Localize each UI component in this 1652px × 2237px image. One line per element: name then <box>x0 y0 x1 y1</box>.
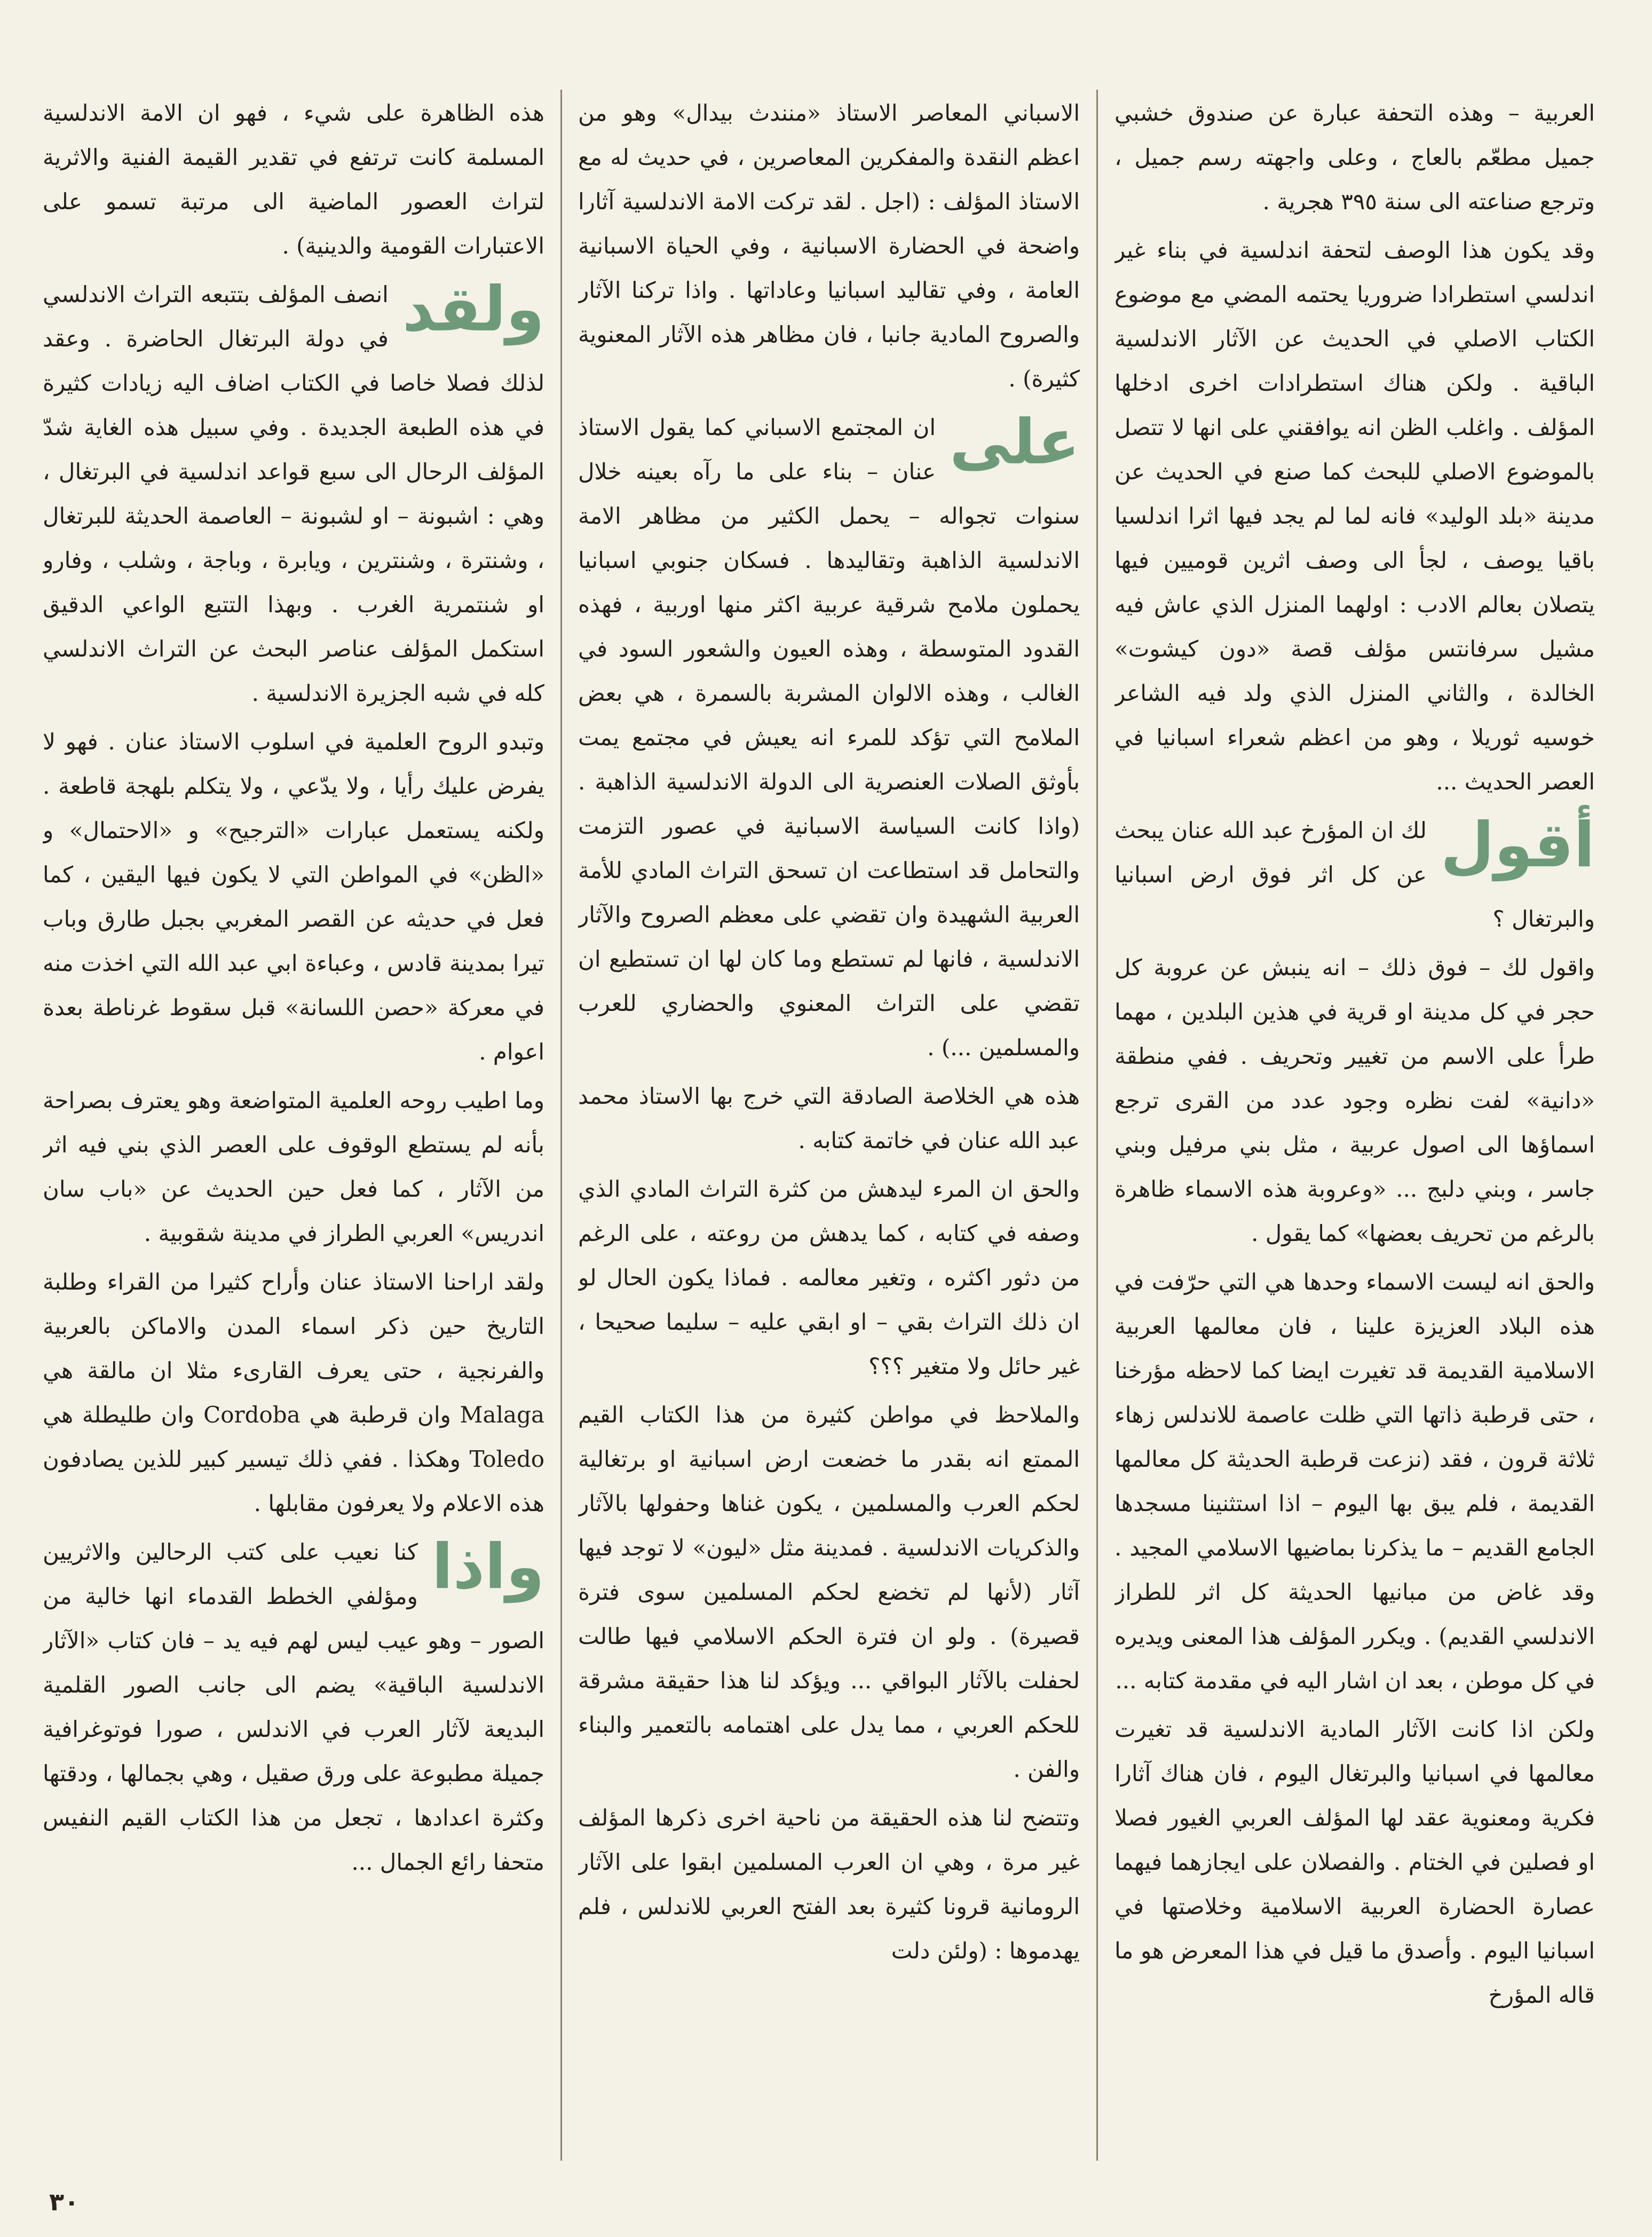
paragraph: وتتضح لنا هذه الحقيقة من ناحية اخرى ذكرها المؤلف غير مرة ، وهي ان العرب المسلمين ابقوا على الآثار الرومانية قرونا كثيرة بعد الفتح العربي للاندلس ، فلم يهدموها : (ولئن دلت <box>578 1805 1080 1964</box>
paragraph-text: انصف المؤلف بتتبعه التراث الاندلسي في دولة البرتغال الحاضرة . وعقد لذلك فصلا خاصا في الكتاب اضاف اليه زيادات كثيرة في هذه الطبعة الجديدة . وفي سبيل هذه الغاية شدّ المؤلف الرحال الى سبع قواعد اندلسية في البرتغال ، وهي : اشبونة – او لشبونة – العاصمة الحديثة للبرتغال ، وشنترة ، وشنترين ، ويابرة ، وباجة ، وشلب ، وفارو او شنتمرية الغرب . وبهذا التتبع الواعي الدقيق استكمل المؤلف عناصر البحث عن التراث الاندلسي كله في شبه الجزيرة الاندلسية . <box>43 281 544 706</box>
decorative-initial: ولقد <box>402 273 544 345</box>
paragraph: هذه هي الخلاصة الصادقة التي خرج بها الاستاذ محمد عبد الله عنان في خاتمة كتابه . <box>578 1083 1080 1153</box>
paragraph: وما اطيب روحه العلمية المتواضعة وهو يعترف بصراحة بأنه لم يستطع الوقوف على العصر الذي بني فيه اثر من الآثار ، كما فعل حين الحديث عن «باب سان اندريس» العربي الطراز في مدينة شقوبية . <box>43 1087 544 1246</box>
paragraph: ولقد اراحنا الاستاذ عنان وأراح كثيرا من القراء وطلبة التاريخ حين ذكر اسماء المدن والاماكن بالعربية والفرنجية ، حتى يعرف القارىء مثلا ان مالقة هي Malaga وان قرطبة هي Cordoba وان طليطلة هي Toledo وهكذا . ففي ذلك تيسير كبير للذين يصادفون هذه الاعلام ولا يعرفون مقابلها . <box>43 1269 544 1516</box>
column-divider <box>560 90 562 2161</box>
paragraph: والحق انه ليست الاسماء وحدها هي التي حرّفت في هذه البلاد العزيزة علينا ، فان معالمها العربية الاسلامية القديمة قد تغيرت ايضا كما لاحظه مؤرخنا ، حتى قرطبة ذاتها التي ظلت عاصمة للاندلس زهاء ثلاثة قرون ، فقد (نزعت قرطبة الحديثة كل معالمها القديمة ، فلم يبق بها اليوم – اذا استثنينا مسجدها الجامع القديم – ما يذكرنا بماضيها الاسلامي المجيد . وقد غاض من مبانيها الحديثة كل اثر للطراز الاندلسي القديم) . ويكرر المؤلف هذا المعنى ويديره في كل موطن ، بعد ان اشار اليه في مقدمة كتابه ... <box>1114 1269 1595 1694</box>
column-divider <box>1096 90 1098 2161</box>
paragraph <box>43 1530 544 1884</box>
decorative-initial: واذا <box>431 1531 544 1603</box>
paragraph: واقول لك – فوق ذلك – انه ينبش عن عروبة كل حجر في كل مدينة او قرية في هذين البلدين ، مهما طرأ على الاسم من تغيير وتحريف . ففي منطقة «دانية» لفت نظره وجود عدد من القرى ترجع اسماؤها الى اصول عربية ، مثل بني مرفيل وبني جاسر ، وبني دلبج ... «وعروبة هذه الاسماء ظاهرة بالرغم من تحريف بعضها» كما يقول . <box>1114 954 1595 1246</box>
decorative-initial: على <box>950 406 1080 478</box>
paragraph <box>43 272 544 715</box>
paragraph: الاسباني المعاصر الاستاذ «منندث بيدال» وهو من اعظم النقدة والمفكرين المعاصرين ، في حديث له مع الاستاذ المؤلف : (اجل . لقد تركت الامة الاندلسية آثارا واضحة في الحضارة الاسبانية ، وفي الحياة الاسبانية العامة ، وفي تقاليد اسبانيا وعاداتها . واذا تركنا الآثار والصروح المادية جانبا ، فان مظاهر هذه الآثار المعنوية كثيرة) . <box>578 100 1080 392</box>
paragraph: والحق ان المرء ليدهش من كثرة التراث المادي الذي وصفه في كتابه ، كما يدهش من روعته ، على الرغم من دثور اكثره ، وتغير معالمه . فماذا يكون الحال لو ان ذلك التراث بقي – او ابقي عليه – سليما صحيحا ، غير حائل ولا متغير ؟؟؟ <box>578 1176 1080 1379</box>
paragraph-text: لك ان المؤرخ عبد الله عنان يبحث عن كل اثر فوق ارض اسبانيا والبرتغال ؟ <box>1114 817 1595 932</box>
paragraph <box>1114 808 1595 941</box>
page-number: ٣٠ <box>49 2187 80 2216</box>
middle-column <box>578 91 1080 2135</box>
paragraph: وقد يكون هذا الوصف لتحفة اندلسية في بناء غير اندلسي استطرادا ضروريا يحتمه المضي مع موضوع الكتاب الاصلي في الحديث عن الآثار الاندلسية الباقية . ولكن هناك استطرادات اخرى ادخلها المؤلف . واغلب الظن انه يوافقني على انها لا تتصل بالموضوع الاصلي للبحث كما صنع في الحديث عن مدينة «بلد الوليد» فانه لما لم يجد فيها اثرا اندلسيا باقيا يوصف ، لجأ الى وصف اثرين قوميين فيها يتصلان بعالم الادب : اولهما المنزل الذي عاش فيه مشيل سرفانتس مؤلف قصة «دون كيشوت» الخالدة ، والثاني المنزل الذي ولد فيه الشاعر خوسيه ثوريلا ، وهو من اعظم شعراء اسبانيا في العصر الحديث ... <box>1114 237 1595 795</box>
paragraph: العربية – وهذه التحفة عبارة عن صندوق خشبي جميل مطعّم بالعاج ، وعلى واجهته رسم جميل ، وترجع صناعته الى سنة ٣٩٥ هجرية . <box>1114 100 1595 215</box>
paragraph-text: ان المجتمع الاسباني كما يقول الاستاذ عنان – بناء على ما رآه بعينه خلال سنوات تجواله – يحمل الكثير من مظاهر الامة الاندلسية الذاهبة وتقاليدها . فسكان جنوبي اسبانيا يحملون ملامح شرقية عربية اكثر منها اوربية ، فهذه القدود المتوسطة ، وهذه العيون والشعور السود في الغالب ، وهذه الالوان المشربة بالسمرة ، هي بعض الملامح التي تؤكد للمرء انه يعيش في مجتمع يمت بأوثق الصلات العنصرية الى الدولة الاندلسية الذاهبة . (واذا كانت السياسة الاسبانية في عصور التزمت والتحامل قد استطاعت ان تسحق التراث المادي للأمة العربية الشهيدة وان تقضي على معظم الصروح والآثار الاندلسية ، فانها لم تستطع وما كان لها ان تستطيع ان تقضي على التراث المعنوي والحضاري للعرب والمسلمين ...) . <box>578 414 1080 1061</box>
paragraph-text: كنا نعيب على كتب الرحالين والاثريين ومؤلفي الخطط القدماء انها خالية من الصور – وهو عيب ليس لهم فيه يد – فان كتاب «الآثار الاندلسية الباقية» يضم الى جانب الصور القلمية البديعة لآثار العرب في الاندلس ، صورا فوتوغرافية جميلة مطبوعة على ورق صقيل ، وهي بجمالها ، ودقتها وكثرة اعدادها ، تجعل من هذا الكتاب القيم النفيس متحفا رائع الجمال ... <box>43 1539 544 1875</box>
paragraph: ولكن اذا كانت الآثار المادية الاندلسية قد تغيرت معالمها في اسبانيا والبرتغال اليوم ، فان هناك آثارا فكرية ومعنوية عقد لها المؤلف العربي الغيور فصلا او فصلين في الختام . والفصلان على ايجازهما فيهما عصارة الحضارة العربية الاسلامية وخلاصتها في اسبانيا اليوم . وأصدق ما قيل في هذا المعرض هو ما قاله المؤرخ <box>1114 1716 1595 2008</box>
decorative-initial: أقول <box>1440 809 1595 881</box>
paragraph: والملاحظ في مواطن كثيرة من هذا الكتاب القيم الممتع انه بقدر ما خضعت ارض اسبانية او برتغالية لحكم العرب والمسلمين ، يكون غناها وحفولها بالآثار والذكريات الاندلسية . فمدينة مثل «ليون» لا توجد فيها آثار (لأنها لم تخضع لحكم المسلمين سوى فترة قصيرة) . ولو ان فترة الحكم الاسلامي فيها طالت لحفلت بالآثار البواقي ... ويؤكد لنا هذا حقيقة مشرقة للحكم العربي ، مما يدل على اهتمامه بالتعمير والبناء والفن . <box>578 1402 1080 1782</box>
paragraph: هذه الظاهرة على شيء ، فهو ان الامة الاندلسية المسلمة كانت ترتفع في تقدير القيمة الفنية والاثرية لتراث العصور الماضية الى مرتبة تسمو على الاعتبارات القومية والدينية) . <box>43 100 544 259</box>
left-column <box>43 91 544 2135</box>
paragraph: وتبدو الروح العلمية في اسلوب الاستاذ عنان . فهو لا يفرض عليك رأيا ، ولا يدّعي ، ولا يتكلم بلهجة قاطعة . ولكنه يستعمل عبارات «الترجيح» و «الاحتمال» و «الظن» في المواطن التي لا يكون فيها اليقين ، كما فعل في حديثه عن القصر المغربي بجبل طارق وباب تيرا بمدينة قادس ، وعباءة ابي عبد الله التي اخذت منه في معركة «حصن اللسانة» قبل سقوط غرناطة بعدة اعوام . <box>43 729 544 1065</box>
right-column <box>1114 91 1595 2135</box>
paragraph <box>578 405 1080 1070</box>
